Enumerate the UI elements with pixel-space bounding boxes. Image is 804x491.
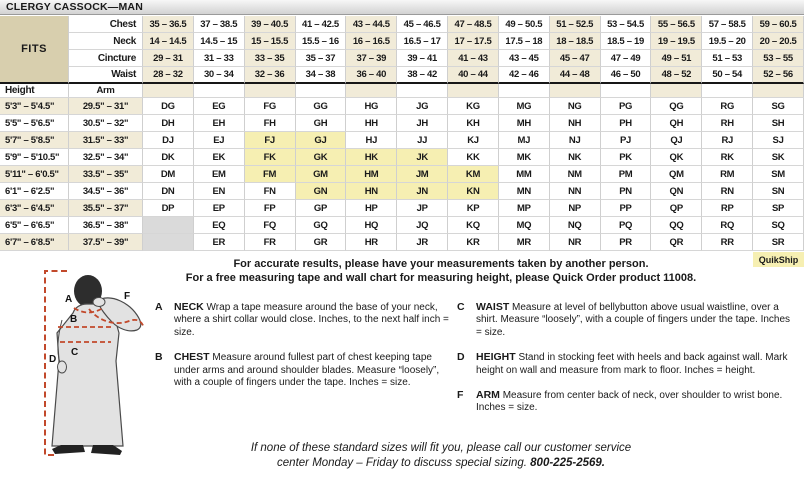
- size-code-cell: GG: [296, 98, 347, 115]
- table-title-text: CLERGY CASSOCK—MAN: [6, 1, 143, 13]
- measure-row-label: Waist: [69, 67, 143, 84]
- measure-value-cell: 44 – 48: [550, 67, 601, 84]
- measure-value-cell: 33 – 35: [245, 50, 296, 67]
- size-code-cell: PM: [601, 166, 652, 183]
- table-title: [0, 0, 804, 15]
- size-code-cell: FK: [245, 149, 296, 166]
- measure-value-cell: 35 – 37: [296, 50, 347, 67]
- size-code-cell: MH: [499, 115, 550, 132]
- size-code-cell: RP: [702, 200, 753, 217]
- size-code-cell: JM: [397, 166, 448, 183]
- instructions-right-column: [457, 301, 791, 427]
- size-code-cell: DJ: [143, 132, 194, 149]
- size-code-cell: KP: [448, 200, 499, 217]
- size-code-cell: SJ: [753, 132, 804, 149]
- note-line-2: For a free measuring tape and wall chart for measuring height, please Quick Order product 11008.: [185, 271, 697, 284]
- size-code-cell: FN: [245, 183, 296, 200]
- size-code-cell: QH: [651, 115, 702, 132]
- measure-value-cell: 14 – 14.5: [143, 33, 194, 50]
- measure-row-label: Neck: [69, 33, 143, 50]
- measure-value-cell: 47 – 48.5: [448, 16, 499, 33]
- size-code-cell: GJ: [296, 132, 347, 149]
- measure-value-cell: 52 – 56: [753, 67, 804, 84]
- measure-value-cell: 18 – 18.5: [550, 33, 601, 50]
- size-code-cell: HM: [346, 166, 397, 183]
- instruction-term: ARM: [476, 389, 500, 402]
- size-code-cell: NH: [550, 115, 601, 132]
- instruction-item-arm: [457, 389, 791, 415]
- measure-value-cell: 43 – 45: [499, 50, 550, 67]
- size-code-cell: HJ: [346, 132, 397, 149]
- measure-value-cell: 48 – 52: [651, 67, 702, 84]
- size-code-cell: JK: [397, 149, 448, 166]
- size-code-cell: MN: [499, 183, 550, 200]
- arm-range-cell: 37.5" – 39": [69, 234, 143, 251]
- size-code-cell: KN: [448, 183, 499, 200]
- measure-value-cell: 41 – 42.5: [296, 16, 347, 33]
- measure-value-cell: 40 – 44: [448, 67, 499, 84]
- arm-range-cell: 34.5" – 36": [69, 183, 143, 200]
- size-code-cell: HN: [346, 183, 397, 200]
- figure-robe: [52, 304, 123, 446]
- size-code-cell: PN: [601, 183, 652, 200]
- figure-left-hand: [58, 361, 67, 373]
- measure-value-cell: 17 – 17.5: [448, 33, 499, 50]
- instruction-item-height: [457, 351, 791, 377]
- measure-value-cell: 19.5 – 20: [702, 33, 753, 50]
- size-code-cell: PH: [601, 115, 652, 132]
- size-code-cell: KR: [448, 234, 499, 251]
- size-code-cell: QP: [651, 200, 702, 217]
- size-code-cell: ER: [194, 234, 245, 251]
- height-range-cell: 5'7" – 5'8.5": [0, 132, 69, 149]
- measure-value-cell: 45 – 46.5: [397, 16, 448, 33]
- size-code-cell: NG: [550, 98, 601, 115]
- size-code-cell: QQ: [651, 217, 702, 234]
- header-stripe-cell: [245, 84, 296, 98]
- size-code-cell: SR: [753, 234, 804, 251]
- header-stripe-cell: [499, 84, 550, 98]
- arm-range-cell: 33.5" – 35": [69, 166, 143, 183]
- measure-value-cell: 18.5 – 19: [601, 33, 652, 50]
- size-code-cell: HK: [346, 149, 397, 166]
- size-code-cell: EM: [194, 166, 245, 183]
- size-code-cell: DN: [143, 183, 194, 200]
- size-code-cell: SK: [753, 149, 804, 166]
- size-code-cell: EN: [194, 183, 245, 200]
- header-stripe-cell: [702, 84, 753, 98]
- size-code-cell: RJ: [702, 132, 753, 149]
- measure-value-cell: 36 – 40: [346, 67, 397, 84]
- size-code-cell: SN: [753, 183, 804, 200]
- measure-value-cell: 41 – 43: [448, 50, 499, 67]
- quikship-label: QuikShip: [758, 254, 799, 265]
- height-range-cell: 6'5" – 6'6.5": [0, 217, 69, 234]
- size-code-cell: DK: [143, 149, 194, 166]
- size-code-cell: PG: [601, 98, 652, 115]
- arm-range-cell: 35.5" – 37": [69, 200, 143, 217]
- measure-value-cell: 34 – 38: [296, 67, 347, 84]
- size-code-cell: MP: [499, 200, 550, 217]
- note-line-1: For accurate results, please have your measurements taken by another person.: [233, 258, 649, 270]
- figure-hand: [93, 298, 105, 307]
- size-code-cell: DP: [143, 200, 194, 217]
- measure-value-cell: 16.5 – 17: [397, 33, 448, 50]
- size-code-cell: NQ: [550, 217, 601, 234]
- footer-line-1: If none of these standard sizes will fit you, please call our customer service: [250, 442, 632, 454]
- diagram-label-b: B: [70, 314, 78, 325]
- size-code-cell: GH: [296, 115, 347, 132]
- arm-range-cell: 31.5" – 33": [69, 132, 143, 149]
- measure-value-cell: 14.5 – 15: [194, 33, 245, 50]
- measure-value-cell: 30 – 34: [194, 67, 245, 84]
- instruction-text: NECK Wrap a tape measure around the base of your neck, where a shirt collar would close. Inches, to the next half inch = size.: [174, 301, 449, 338]
- header-stripe-cell: [550, 84, 601, 98]
- size-code-cell: NN: [550, 183, 601, 200]
- measure-value-cell: 47 – 49: [601, 50, 652, 67]
- size-code-cell: QM: [651, 166, 702, 183]
- size-code-cell: DH: [143, 115, 194, 132]
- size-unavailable-cell: [143, 217, 194, 234]
- size-code-cell: SP: [753, 200, 804, 217]
- measure-value-cell: 53 – 55: [753, 50, 804, 67]
- size-code-cell: PK: [601, 149, 652, 166]
- header-stripe-cell: [651, 84, 702, 98]
- size-code-cell: JG: [397, 98, 448, 115]
- size-code-cell: MQ: [499, 217, 550, 234]
- arm-range-cell: 32.5" – 34": [69, 149, 143, 166]
- measure-value-cell: 28 – 32: [143, 67, 194, 84]
- measure-value-cell: 39 – 40.5: [245, 16, 296, 33]
- size-code-cell: KJ: [448, 132, 499, 149]
- size-code-cell: QG: [651, 98, 702, 115]
- fits-corner-cell: FITS: [0, 16, 69, 84]
- header-stripe-cell: [448, 84, 499, 98]
- size-code-cell: MK: [499, 149, 550, 166]
- size-code-cell: NJ: [550, 132, 601, 149]
- size-code-cell: MM: [499, 166, 550, 183]
- instructions-left-column: [155, 301, 453, 401]
- size-code-cell: NP: [550, 200, 601, 217]
- instruction-term: NECK: [174, 301, 204, 313]
- size-code-cell: HQ: [346, 217, 397, 234]
- size-code-cell: SH: [753, 115, 804, 132]
- size-code-cell: KK: [448, 149, 499, 166]
- measure-value-cell: 37 – 39: [346, 50, 397, 67]
- instruction-term: WAIST: [476, 301, 510, 313]
- size-code-cell: RK: [702, 149, 753, 166]
- size-code-cell: DG: [143, 98, 194, 115]
- fits-table: [0, 16, 804, 251]
- size-code-cell: HR: [346, 234, 397, 251]
- header-stripe-cell: [601, 84, 652, 98]
- header-stripe-cell: [397, 84, 448, 98]
- measure-row-label: Cincture: [69, 50, 143, 67]
- size-code-cell: PR: [601, 234, 652, 251]
- instruction-item-neck: [155, 301, 453, 339]
- measure-value-cell: 51 – 53: [702, 50, 753, 67]
- instruction-letter: A: [155, 301, 163, 313]
- measure-value-cell: 35 – 36.5: [143, 16, 194, 33]
- size-code-cell: GM: [296, 166, 347, 183]
- instruction-text: CHEST Measure around fullest part of chest keeping tape under arms and around shoulder blades. Measure “loosely”, with a couple of fingers under the tape. Inches = size.: [174, 351, 440, 389]
- header-stripe-cell: [296, 84, 347, 98]
- size-code-cell: HH: [346, 115, 397, 132]
- measure-value-cell: 29 – 31: [143, 50, 194, 67]
- diagram-label-c: C: [71, 347, 79, 358]
- header-stripe-cell: [346, 84, 397, 98]
- diagram-label-d: D: [49, 354, 57, 365]
- size-code-cell: FG: [245, 98, 296, 115]
- measure-value-cell: 43 – 44.5: [346, 16, 397, 33]
- size-code-cell: RM: [702, 166, 753, 183]
- measure-value-cell: 57 – 58.5: [702, 16, 753, 33]
- size-code-cell: JR: [397, 234, 448, 251]
- header-stripe-cell: [194, 84, 245, 98]
- instruction-letter: B: [155, 351, 163, 364]
- measure-value-cell: 51 – 52.5: [550, 16, 601, 33]
- size-code-cell: FQ: [245, 217, 296, 234]
- measure-value-cell: 46 – 50: [601, 67, 652, 84]
- height-range-cell: 5'3" – 5'4.5": [0, 98, 69, 115]
- size-code-cell: KQ: [448, 217, 499, 234]
- arm-range-cell: 30.5" – 32": [69, 115, 143, 132]
- size-code-cell: JJ: [397, 132, 448, 149]
- measure-value-cell: 37 – 38.5: [194, 16, 245, 33]
- size-code-cell: NM: [550, 166, 601, 183]
- height-range-cell: 5'9" – 5'10.5": [0, 149, 69, 166]
- measure-value-cell: 39 – 41: [397, 50, 448, 67]
- size-code-cell: EJ: [194, 132, 245, 149]
- measure-value-cell: 16 – 16.5: [346, 33, 397, 50]
- size-code-cell: EG: [194, 98, 245, 115]
- size-code-cell: MJ: [499, 132, 550, 149]
- measuring-notes: [78, 258, 804, 285]
- size-code-cell: KM: [448, 166, 499, 183]
- size-code-cell: QJ: [651, 132, 702, 149]
- height-range-cell: 5'11" – 6'0.5": [0, 166, 69, 183]
- size-code-cell: GP: [296, 200, 347, 217]
- measure-value-cell: 15 – 15.5: [245, 33, 296, 50]
- instruction-letter: D: [457, 351, 465, 364]
- size-code-cell: RG: [702, 98, 753, 115]
- instruction-text: HEIGHT Stand in stocking feet with heels and back against wall. Mark height on wall and measure from mark to floor. Inches = height.: [476, 351, 788, 376]
- size-code-cell: GR: [296, 234, 347, 251]
- instruction-term: HEIGHT: [476, 351, 516, 364]
- size-code-cell: KH: [448, 115, 499, 132]
- measure-value-cell: 19 – 19.5: [651, 33, 702, 50]
- measure-value-cell: 20 – 20.5: [753, 33, 804, 50]
- header-stripe-cell: [143, 84, 194, 98]
- size-code-cell: JP: [397, 200, 448, 217]
- measure-value-cell: 59 – 60.5: [753, 16, 804, 33]
- size-code-cell: FR: [245, 234, 296, 251]
- measure-value-cell: 32 – 36: [245, 67, 296, 84]
- size-code-cell: SM: [753, 166, 804, 183]
- height-range-cell: 6'1" – 6'2.5": [0, 183, 69, 200]
- size-code-cell: RQ: [702, 217, 753, 234]
- size-code-cell: KG: [448, 98, 499, 115]
- height-range-cell: 5'5" – 5'6.5": [0, 115, 69, 132]
- size-code-cell: MR: [499, 234, 550, 251]
- size-code-cell: FP: [245, 200, 296, 217]
- diagram-label-f: F: [124, 291, 131, 302]
- height-range-cell: 6'3" – 6'4.5": [0, 200, 69, 217]
- instruction-item-waist: [457, 301, 791, 339]
- size-code-cell: EQ: [194, 217, 245, 234]
- size-code-cell: NR: [550, 234, 601, 251]
- measure-value-cell: 15.5 – 16: [296, 33, 347, 50]
- size-code-cell: JN: [397, 183, 448, 200]
- instruction-letter: F: [457, 389, 464, 402]
- size-code-cell: QN: [651, 183, 702, 200]
- size-code-cell: PP: [601, 200, 652, 217]
- size-code-cell: SG: [753, 98, 804, 115]
- measure-value-cell: 49 – 50.5: [499, 16, 550, 33]
- header-stripe-cell: [753, 84, 804, 98]
- size-code-cell: EP: [194, 200, 245, 217]
- measure-value-cell: 50 – 54: [702, 67, 753, 84]
- measure-value-cell: 49 – 51: [651, 50, 702, 67]
- size-code-cell: JQ: [397, 217, 448, 234]
- measure-value-cell: 31 – 33: [194, 50, 245, 67]
- size-code-cell: EH: [194, 115, 245, 132]
- measure-value-cell: 17.5 – 18: [499, 33, 550, 50]
- size-code-cell: MG: [499, 98, 550, 115]
- instruction-text: ARM Measure from center back of neck, over shoulder to wrist bone. Inches = size.: [476, 389, 783, 414]
- size-code-cell: RH: [702, 115, 753, 132]
- size-code-cell: GQ: [296, 217, 347, 234]
- arm-range-cell: 36.5" – 38": [69, 217, 143, 234]
- measure-value-cell: 55 – 56.5: [651, 16, 702, 33]
- instruction-letter: C: [457, 301, 465, 313]
- size-code-cell: FH: [245, 115, 296, 132]
- instruction-text: WAIST Measure at level of bellybutton above usual waistline, over a shirt. Measure “loosely”, with a couple of fingers under the tape. Inches = size.: [476, 301, 791, 338]
- instruction-item-chest: [155, 351, 453, 389]
- instruction-term: CHEST: [174, 351, 210, 364]
- size-code-cell: NK: [550, 149, 601, 166]
- special-sizing-footer: [78, 441, 804, 470]
- size-code-cell: RN: [702, 183, 753, 200]
- height-range-cell: 6'7" – 6'8.5": [0, 234, 69, 251]
- size-code-cell: PQ: [601, 217, 652, 234]
- size-code-cell: HP: [346, 200, 397, 217]
- size-code-cell: GN: [296, 183, 347, 200]
- size-code-cell: RR: [702, 234, 753, 251]
- diagram-label-a: A: [65, 294, 73, 305]
- footer-line-2: center Monday – Friday to discuss special sizing. 800-225-2569.: [277, 456, 605, 469]
- measure-value-cell: 45 – 47: [550, 50, 601, 67]
- size-code-cell: QK: [651, 149, 702, 166]
- size-code-cell: EK: [194, 149, 245, 166]
- size-code-cell: PJ: [601, 132, 652, 149]
- size-code-cell: JH: [397, 115, 448, 132]
- measure-value-cell: 42 – 46: [499, 67, 550, 84]
- size-code-cell: DM: [143, 166, 194, 183]
- measure-row-label: Chest: [69, 16, 143, 33]
- size-code-cell: SQ: [753, 217, 804, 234]
- cassock-measurement-diagram: [15, 265, 160, 465]
- size-code-cell: FJ: [245, 132, 296, 149]
- size-code-cell: QR: [651, 234, 702, 251]
- arm-range-cell: 29.5" – 31": [69, 98, 143, 115]
- phone-number: 800-225-2569.: [530, 456, 605, 469]
- measure-value-cell: 53 – 54.5: [601, 16, 652, 33]
- size-unavailable-cell: [143, 234, 194, 251]
- height-column-header: Height: [0, 84, 69, 98]
- size-code-cell: FM: [245, 166, 296, 183]
- size-code-cell: HG: [346, 98, 397, 115]
- measure-value-cell: 38 – 42: [397, 67, 448, 84]
- size-code-cell: GK: [296, 149, 347, 166]
- arm-column-header: Arm: [69, 84, 143, 98]
